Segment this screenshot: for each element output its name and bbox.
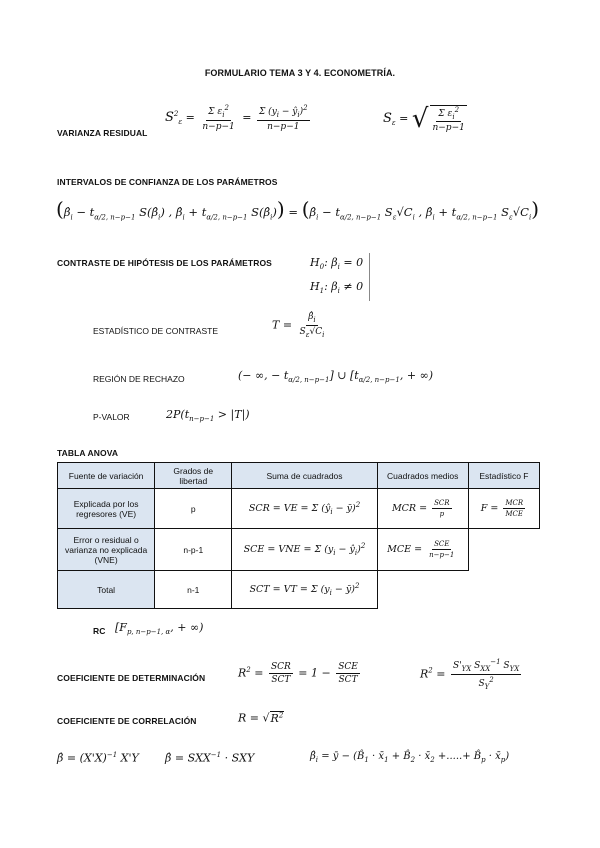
anova-row-residual-source: Error o residual o varianza no explicada (VNE)	[58, 529, 155, 571]
label-hypothesis-test: CONTRASTE DE HIPÓTESIS DE LOS PARÁMETROS	[57, 258, 272, 268]
anova-row-total-sum: SCT = VT = Σ ($y_i$ − ȳ)$^2$	[232, 571, 377, 609]
label-rc: RC	[93, 626, 106, 636]
page-title: FORMULARIO TEMA 3 Y 4. ECONOMETRÍA.	[204, 68, 396, 78]
label-determination: COEFICIENTE DE DETERMINACIÓN	[57, 673, 206, 683]
label-correlation: COEFICIENTE DE CORRELACIÓN	[57, 716, 197, 726]
anova-row-residual-sum: SCE = VNE = Σ ($y_i$ − $ŷ_i)^2$	[232, 529, 377, 571]
anova-header-mean-squares: Cuadrados medios	[377, 463, 468, 489]
formula-determination-alt: $R^2$ = $\frac{S'_{YX} S_{XX}^{-1} S_{YX}}{S_Y^2}$	[420, 658, 520, 691]
formula-beta-intercept: $\betâ_i$ = ȳ − ($B̂_1$ · $x̄_1$ + $B̂_2$ · $x̄_2$ +.....+ $B̂_p$ · $x̄_p$)	[310, 751, 510, 764]
anova-header-source: Fuente de variación	[58, 463, 155, 489]
formula-rejection-region: (− ∞, − $t_{\alpha/2, n-p-1}$] ∪ [$t_{\alpha/2, n-p-1}$, + ∞)	[238, 369, 434, 385]
anova-row-explained-df: p	[155, 489, 232, 529]
formula-rc: [$F_{p, n-p-1, \alpha}$, + ∞)	[115, 621, 204, 637]
anova-header-df: Grados de libertad	[155, 463, 232, 489]
label-confidence-intervals: INTERVALOS DE CONFIANZA DE LOS PARÁMETROS	[57, 177, 278, 187]
anova-row-total-df: n-1	[155, 571, 232, 609]
formula-beta-ols: β̂ = $(X'X)^{-1}$ X'Y	[57, 751, 139, 765]
anova-row-total-source: Total	[58, 571, 155, 609]
anova-table	[57, 462, 540, 609]
formula-confidence-interval: ($\betâ_i - t_{\alpha/2, n-p-1}$ $S(\betâ_i)$ , $\betâ_i + t_{\alpha/2, n-p-1}$ $S(\betâ_i)$) = ($\betâ_i - t_{\alpha/2, n-p-1}$ $S_\varepsilon√C_i$ , $\betâ_i + t_{\alpha/2, n-p-1}$ $S_\varepsilon√C_i$)	[56, 197, 539, 222]
anova-row-explained-f: F = $\frac{\text{MCR}}{\text{MCE}}$	[468, 489, 539, 529]
label-p-value: P-VALOR	[93, 412, 130, 422]
formula-residual-variance: $S^2_\varepsilon$ = $\frac{\Sigma \varepsilon_i^2}{n-p-1}$ = $\frac{\Sigma (y_i - ŷ_i)^2}{n-p-1}$	[165, 104, 308, 132]
anova-row-residual-mean: MCE = $\frac{\text{SCE}}{n-p-1}$	[377, 529, 468, 571]
anova-row-explained-mean: MCR = $\frac{\text{SCR}}{p}$	[377, 489, 468, 529]
formula-hypotheses: $H_0$: $\beta_i = 0$ $H_1$: $\beta_i \ne 0$	[310, 253, 370, 301]
anova-row-explained-source: Explicada por los regresores (VE)	[58, 489, 155, 529]
formula-p-value: $2P(t_{n-p-1} > |T|)$	[166, 408, 250, 424]
formula-determination: $R^2$ = $\frac{\text{SCR}}{\text{SCT}}$ = 1 − $\frac{\text{SCE}}{\text{SCT}}$	[238, 662, 358, 685]
anova-header-sum-squares: Suma de cuadrados	[232, 463, 377, 489]
label-rejection-region: REGIÓN DE RECHAZO	[93, 374, 185, 384]
anova-row-residual-df: n-p-1	[155, 529, 232, 571]
anova-header-f-statistic: Estadístico F	[468, 463, 539, 489]
formula-correlation: $R = √R^2$	[238, 711, 284, 725]
formula-beta-sxx: β̂ = $SXX^{-1}$ · SXY	[165, 751, 255, 765]
anova-row-explained-sum: SCR = VE = Σ ($ŷ_i$ − ȳ)$^2$	[232, 489, 377, 529]
label-anova-table: TABLA ANOVA	[57, 448, 119, 458]
label-residual-variance: VARIANZA RESIDUAL	[57, 128, 148, 138]
formula-residual-sd: $S_\varepsilon$ = √ $\frac{\Sigma \varepsilon_i^2}{n-p-1}$	[383, 104, 465, 134]
formula-test-statistic: T = $\frac{\betâ_i}{S_\varepsilon√C_i}$	[272, 312, 325, 339]
label-test-statistic: ESTADÍSTICO DE CONTRASTE	[93, 326, 218, 336]
